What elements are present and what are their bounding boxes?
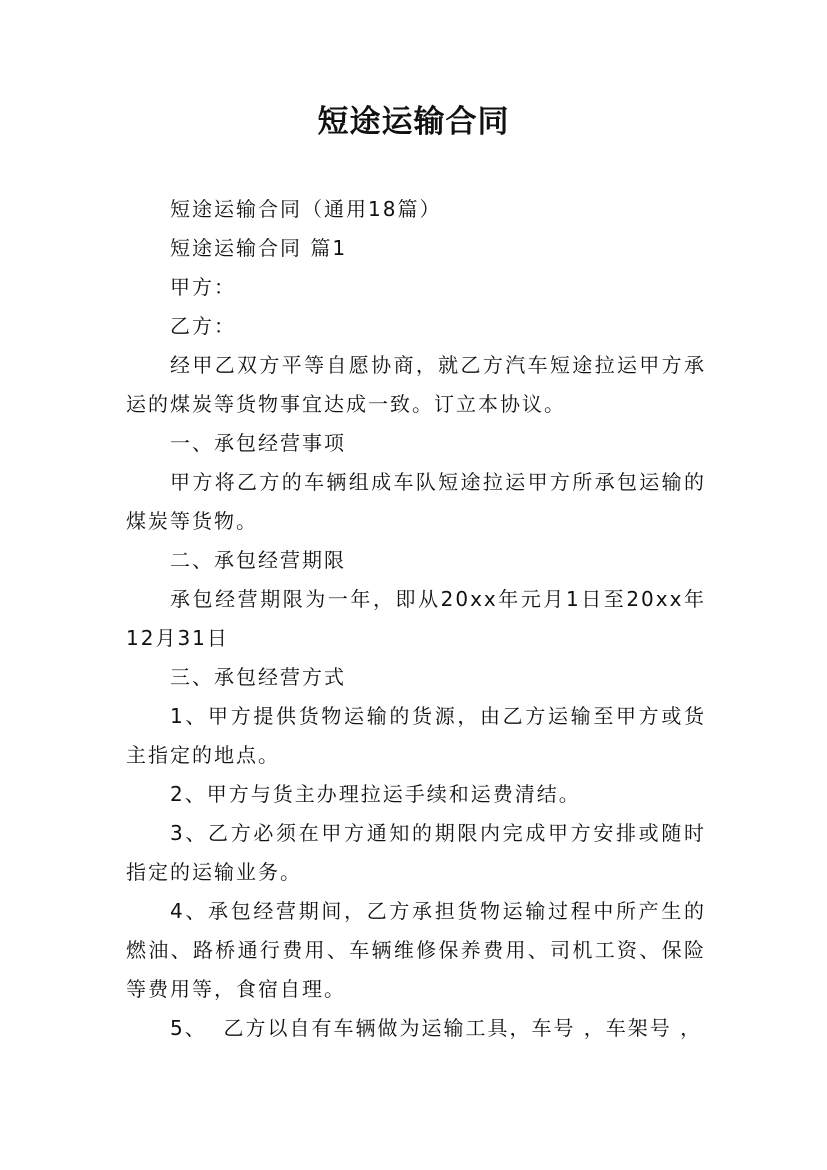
paragraph-item-3: 3、乙方必须在甲方通知的期限内完成甲方安排或随时指定的运输业务。	[126, 821, 706, 884]
paragraph-preamble: 经甲乙双方平等自愿协商，就乙方汽车短途拉运甲方承运的煤炭等货物事宜达成一致。订立本协议。	[126, 353, 706, 416]
paragraph-item-1: 1、甲方提供货物运输的货源，由乙方运输至甲方或货主指定的地点。	[126, 704, 706, 767]
paragraph-party-b: 乙方：	[170, 314, 236, 338]
document-title: 短途运输合同	[317, 104, 510, 140]
paragraph-item-5: 5、 乙方以自有车辆做为运输工具，车号 ，车架号 ，	[170, 1016, 703, 1040]
document-body	[126, 190, 706, 1048]
paragraph-heading-3: 三、承包经营方式	[170, 665, 346, 689]
paragraph-clause-1: 甲方将乙方的车辆组成车队短途拉运甲方所承包运输的煤炭等货物。	[126, 470, 706, 533]
paragraph-subtitle: 短途运输合同（通用18篇）	[170, 197, 442, 221]
paragraph-heading-2: 二、承包经营期限	[170, 548, 346, 572]
paragraph-party-a: 甲方：	[170, 275, 236, 299]
paragraph-clause-2: 承包经营期限为一年，即从20xx年元月1日至20xx年12月31日	[126, 587, 706, 650]
paragraph-item-2: 2、甲方与货主办理拉运手续和运费清结。	[170, 782, 581, 806]
paragraph-section-heading: 短途运输合同 篇1	[170, 236, 348, 260]
paragraph-heading-1: 一、承包经营事项	[170, 431, 346, 455]
paragraph-item-4: 4、承包经营期间，乙方承担货物运输过程中所产生的燃油、路桥通行费用、车辆维修保养费用、司机工资、保险等费用等，食宿自理。	[126, 899, 706, 1001]
